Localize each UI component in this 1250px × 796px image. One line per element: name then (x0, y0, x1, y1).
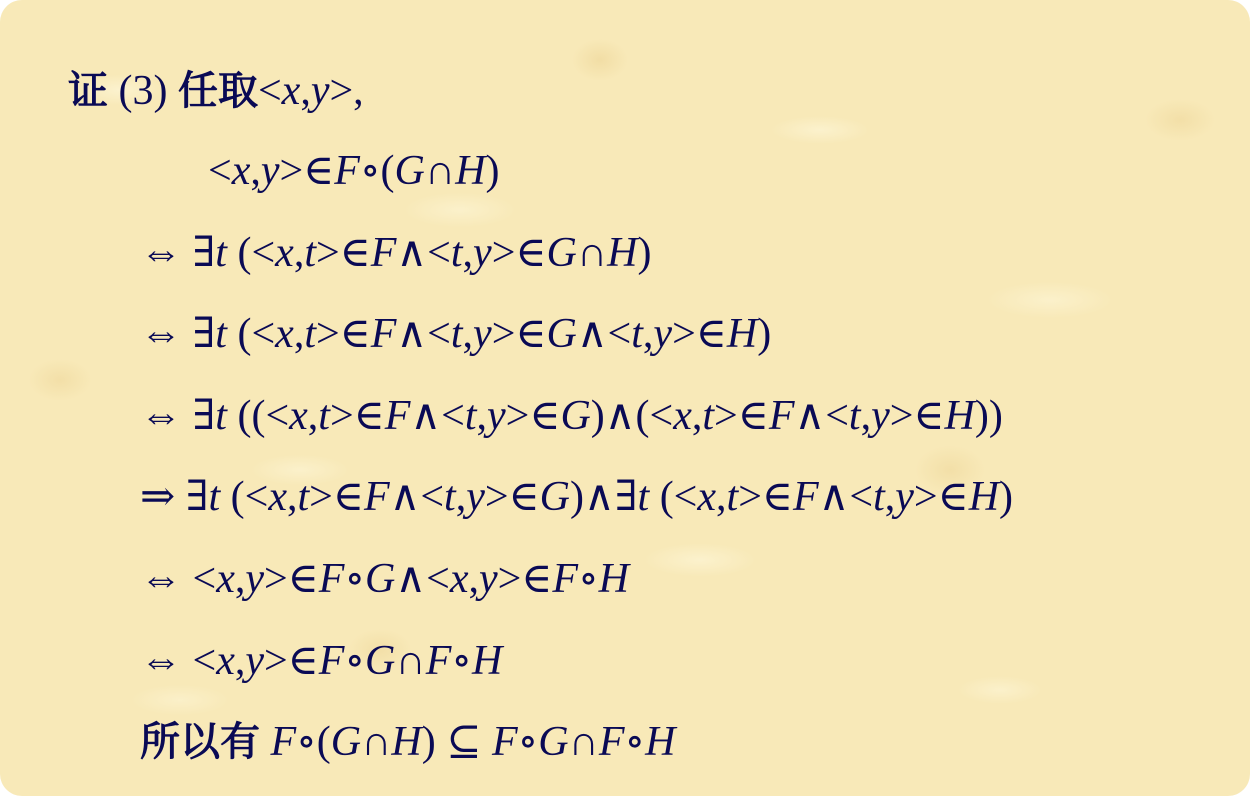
proof-line-4: ⇔ ∃t (<x,t>∈F∧<t,y>∈G∧<t,y>∈H) (140, 311, 772, 357)
proof-line-1: 证 (3) 任取<x,y>, (68, 68, 364, 114)
proof-conclusion: 所以有 F∘(G∩H) ⊆ F∘G∩F∘H (140, 719, 676, 765)
proof-line-5: ⇔ ∃t ((<x,t>∈F∧<t,y>∈G)∧(<x,t>∈F∧<t,y>∈H)) (140, 393, 1003, 439)
proof-line-6: ⇒ ∃t (<x,t>∈F∧<t,y>∈G)∧∃t (<x,t>∈F∧<t,y>∈H) (140, 474, 1014, 520)
proof-line-2: <x,y>∈F∘(G∩H) (208, 148, 500, 194)
proof-line-8: ⇔ <x,y>∈F∘G∩F∘H (140, 638, 503, 684)
proof-line-3: ⇔ ∃t (<x,t>∈F∧<t,y>∈G∩H) (140, 230, 652, 276)
proof-line-7: ⇔ <x,y>∈F∘G∧<x,y>∈F∘H (140, 556, 629, 602)
